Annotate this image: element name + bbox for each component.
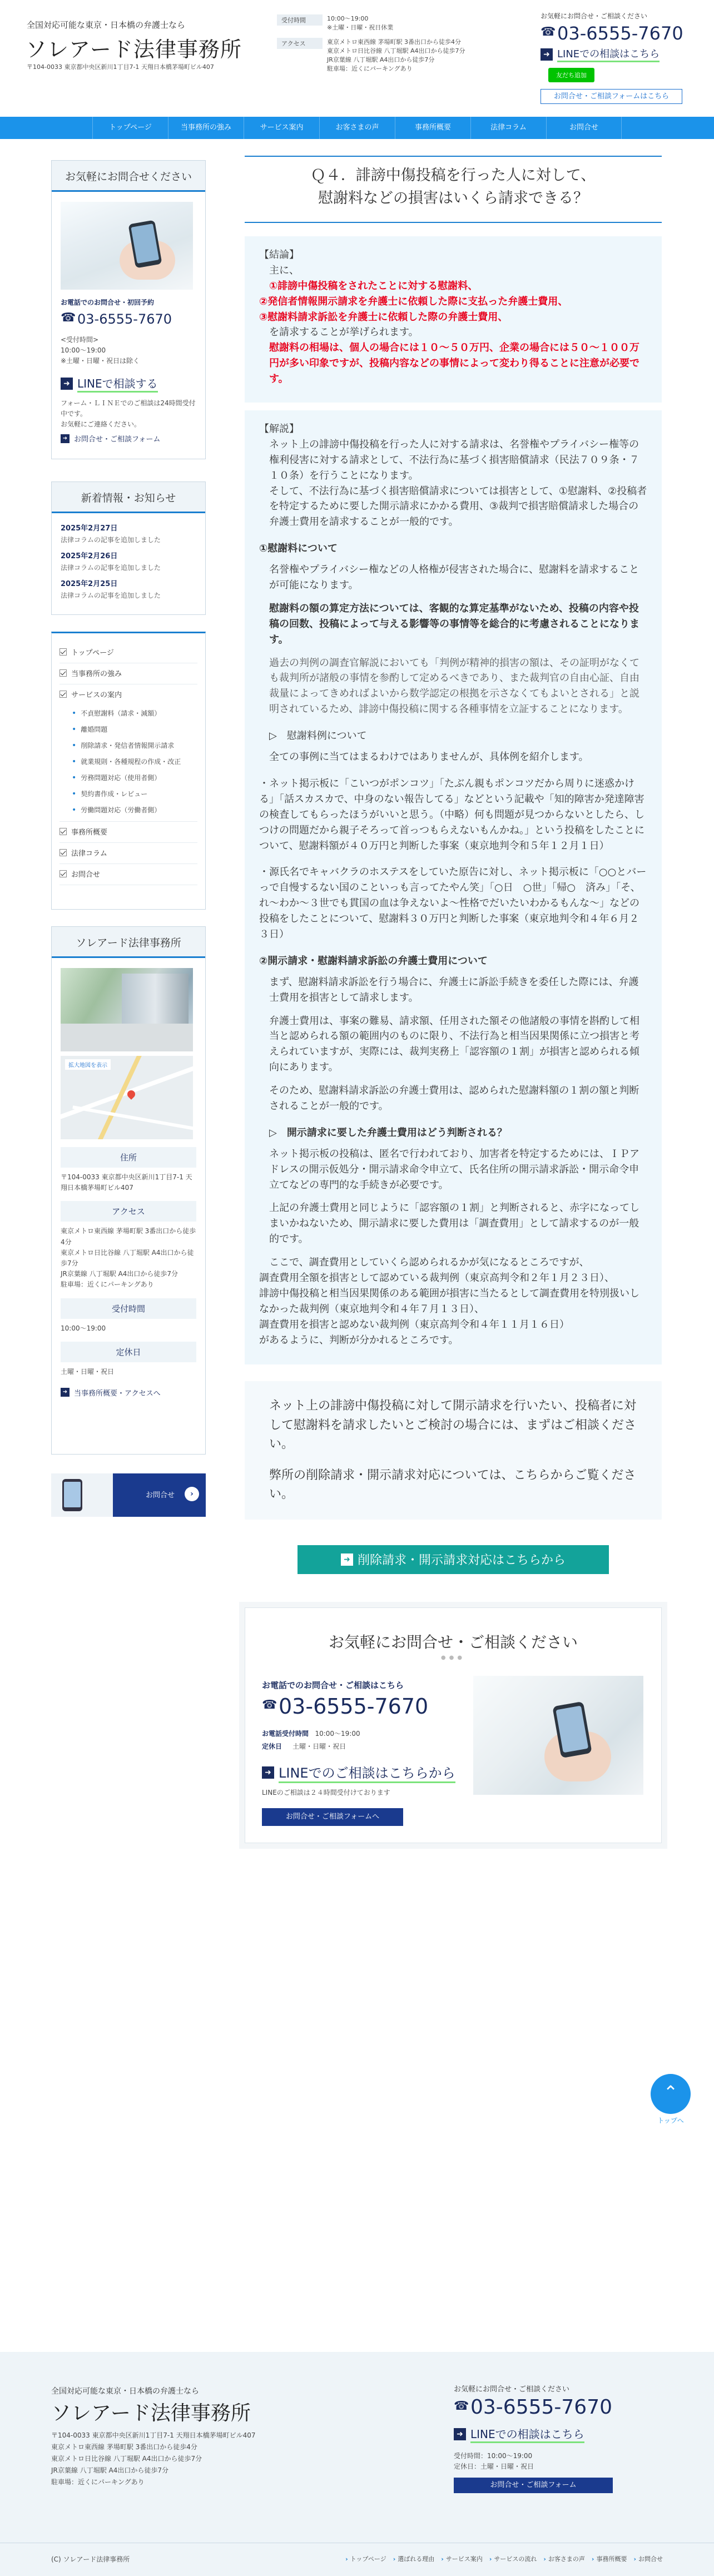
conclusion-outro: を請求することが挙げられます。: [269, 326, 419, 339]
sidebar-news-card: [51, 482, 206, 615]
sidebar-contact-banner[interactable]: [51, 1473, 206, 1517]
contact-card-holiday: [262, 1741, 462, 1751]
news-date: 2025年2月26日: [61, 552, 118, 560]
header-info-hours: [277, 14, 510, 32]
header-info-access: [277, 38, 510, 73]
check-icon: [60, 828, 67, 835]
footer-links: [339, 2554, 663, 2563]
sidebar-contact-body: [52, 290, 205, 451]
menu-item-column[interactable]: 法律コラム: [60, 843, 197, 864]
office-access-title: アクセス: [61, 1201, 196, 1222]
example-case: ・ネット掲示板に「こいつがポンコツ」「たぶん親もポンコツだから周りに迷惑かける」「話スカスカで、中身のない報告してる」などという記載や「知的障害か発達障害の検査してもらったほうがいいと思う。（中略）何も問題が見つからないとしたら、しつけの問題だから親子そろって首っつもらえないもんかね。」という投稿をしたことについて、慰謝料額が４０万円と判断した事案（東京地判令和５年１２月１日）: [259, 777, 644, 852]
main-content: [245, 156, 662, 1843]
news-date: 2025年2月27日: [61, 524, 118, 533]
sidebar-tel-lead: お電話でのお問合せ・初回予約: [61, 299, 155, 306]
back-to-top-button[interactable]: [651, 2074, 691, 2114]
page-title-line1: Ｑ４．誹謗中傷投稿を行った人に対して、: [310, 167, 596, 184]
phone-icon: [541, 27, 553, 39]
explanation-subheading: ▷ 開示請求に要した弁護士費用はどう判断される？: [269, 1126, 507, 1139]
phone-icon: [454, 2401, 466, 2414]
check-icon: [60, 849, 67, 856]
header-info-value: 東京メトロ東西線 茅場町駅 3番出口から徒歩4分 東京メトロ日比谷線 八丁堀駅 A4出口から徒歩7分 JR京葉線 八丁堀駅 A4出口から徒歩7分 駐車場：近くにパーキングあり: [327, 38, 465, 72]
header-line-label[interactable]: LINEでの相談はこちら: [557, 46, 660, 62]
nav-item-top[interactable]: トップページ: [92, 117, 168, 139]
menu-sub-item[interactable]: • 削除請求・発信者情報開示請求: [60, 737, 197, 753]
menu-item-contact[interactable]: お問合せ: [60, 864, 197, 885]
explanation-paragraph: まず、慰謝料請求訴訟を行う場合に、弁護士に訴訟手続きを委任した際には、弁護士費用を損害として請求します。: [269, 976, 639, 1004]
menu-item-strengths[interactable]: 当事務所の強み: [60, 663, 197, 684]
conclusion-item: ③慰謝料請求訴訟を弁護士に依頼した際の弁護士費用、: [259, 311, 508, 323]
arrow-right-icon: ➜: [61, 1388, 70, 1397]
menu-sub-item[interactable]: • 就業規則・各種規程の作成・改正: [60, 753, 197, 770]
conclusion-item: ①誹謗中傷投稿をされたことに対する慰謝料、: [269, 280, 478, 292]
contact-card-left: [262, 1679, 462, 1826]
office-address-title: 住所: [61, 1147, 196, 1168]
sidebar-line-button[interactable]: [61, 375, 196, 393]
menu-sub-item[interactable]: • 離婚問題: [60, 721, 197, 737]
explanation-subheading: ▷ 慰謝料例について: [269, 730, 367, 742]
footer-link[interactable]: › トップページ: [345, 2554, 386, 2563]
header-info-label: 受付時間: [277, 14, 323, 26]
footer-address: 〒104-0033 東京都中央区新川1丁目7-1 天翔日本橋茅場町ビル407 東京メトロ東西線 茅場町駅 3番出口から徒歩4分 東京メトロ日比谷線 八丁堀駅 A4出口から徒歩7分 JR京葉線 八丁堀駅 A4出口から徒歩7分 駐車場：近くにパーキングあり: [51, 2431, 256, 2486]
sidebar-news-title: 新着情報・お知らせ: [52, 482, 205, 513]
header-line-button[interactable]: [541, 46, 691, 62]
explanation-paragraph: 過去の判例の調査官解説においても「判例が精神的損害の額は、その証明がなくても裁判所が諸般の事情を参酌して定めるべきであり、また裁判官の自由心証、自由裁量によってきめればよいから数学認定の根拠を示さなくてもよいとされる」と説明されているため、誹謗中傷投稿に関する各種事情を立証することになります。: [269, 657, 639, 716]
sidebar-office-title: ソレアード法律事務所: [52, 927, 205, 958]
site-header: [0, 0, 714, 114]
check-icon: [60, 648, 67, 656]
office-overview-link[interactable]: [52, 1377, 205, 1407]
sidebar-office: [51, 926, 206, 1455]
footer-line-button[interactable]: [454, 2425, 632, 2443]
news-text[interactable]: 法律コラムの記事を追加しました: [61, 536, 161, 544]
explanation-paragraph: 慰謝料の額の算定方法については、客観的な算定基準がないため、投稿の内容や投稿の回数、投稿によって与える影響等の事情等を総合的に考慮されることになります。: [269, 602, 639, 646]
sidebar-line-label[interactable]: LINEで相談する: [77, 375, 158, 393]
sidebar-tel-number[interactable]: 03-6555-7670: [77, 311, 172, 327]
contact-card-title: お気軽にお問合せ・ご相談ください: [328, 1632, 578, 1651]
footer-subtitle: 全国対応可能な東京・日本橋の弁護士なら: [51, 2387, 199, 2396]
case-item: 調査費用を損害と認めない裁判例（東京高判令和４年１１月１６日）: [259, 1318, 569, 1331]
header-info: [277, 14, 510, 79]
header-form-button[interactable]: お問合せ・ご相談フォームはこちら: [541, 89, 682, 104]
header-info-label: アクセス: [277, 38, 323, 49]
phone-icon: [61, 313, 73, 325]
smartphone-photo: [61, 202, 193, 290]
explanation-paragraph: 弁護士費用は、事案の難易、請求額、任用された額その他諸般の事情を斟酌して相当と認められる額の範囲内のものに限り、不法行為と相当因果関係に立つ損害と考えられていますが、実際には、裁判実務上「認容額の１割」が損害と認められる傾向にあります。: [269, 1015, 639, 1074]
closing-box: [245, 1381, 662, 1519]
header-address: 〒104-0033 東京都中央区新川1丁目7-1 天翔日本橋茅場町ビル407: [27, 63, 214, 71]
footer-tel-number[interactable]: 03-6555-7670: [470, 2396, 613, 2419]
menu-sub-item[interactable]: • 不貞慰謝料（請求・減額）: [60, 705, 197, 721]
explanation-paragraph: そして、不法行為に基づく損害賠償請求については損害として、①慰謝料、②投稿者を特定するために要した開示請求にかかる費用、③裁判で損害賠償請求した場合の弁護士費用を請求することが一般的です。: [269, 485, 647, 528]
header-tel[interactable]: [541, 23, 691, 44]
office-holiday: 土曜・日曜・祝日: [61, 1367, 115, 1376]
sidebar-menu-card: [51, 632, 206, 910]
global-nav: [0, 117, 714, 139]
sidebar-menu: [51, 632, 206, 910]
office-access: 東京メトロ東西線 茅場町駅 3番出口から徒歩4分 東京メトロ日比谷線 八丁堀駅 A4出口から徒歩7分 JR京葉線 八丁堀駅 A4出口から徒歩7分 駐車場：近くにパーキングあり: [61, 1227, 196, 1289]
footer-link[interactable]: › 事務所概要: [592, 2554, 627, 2563]
footer-bar: [0, 2543, 714, 2576]
news-text[interactable]: 法律コラムの記事を追加しました: [61, 564, 161, 572]
header-info-value: 10:00〜19:00 ※土曜・日曜・祝日休業: [327, 15, 394, 31]
case-item: 調査費用全額を損害として認めている裁判例（東京高判令和２年１月２３日）、: [259, 1272, 614, 1284]
contact-card-hours: [262, 1729, 462, 1738]
sidebar-form-link[interactable]: [61, 433, 196, 444]
menu-sub-item[interactable]: • 労務問題対応（使用者側）: [60, 770, 197, 786]
contact-card-tel-number[interactable]: 03-6555-7670: [279, 1694, 429, 1719]
smartphone-photo: [473, 1676, 643, 1795]
line-add-friend-button[interactable]: 友だち追加: [548, 68, 594, 82]
contact-card-tel[interactable]: [262, 1694, 462, 1719]
explanation-paragraph: 名誉権やプライバシー権などの人格権が侵害された場合に、慰謝料を請求することが可能になります。: [269, 564, 639, 592]
footer-hours: 受付時間：10:00〜19:00 定休日：土曜・日曜・祝日: [454, 2452, 534, 2471]
page-title: [245, 156, 662, 223]
nav-item-services[interactable]: サービス案内: [244, 117, 319, 139]
menu-item-office[interactable]: 事務所概要: [60, 822, 197, 843]
sidebar-contact-card: [51, 160, 206, 459]
office-address: 〒104-0033 東京都中央区新川1丁目7-1 天翔日本橋茅場町ビル407: [61, 1173, 192, 1192]
check-icon: [60, 669, 67, 677]
phone-icon: [262, 1700, 274, 1713]
page-title-line2: 慰謝料などの損害はいくら請求できる？: [318, 189, 588, 207]
arrow-right-icon: ➜: [341, 1553, 353, 1566]
sidebar-office-card: [51, 926, 206, 1455]
sidebar-contact: [51, 160, 206, 459]
footer-link[interactable]: › お問合せ: [633, 2554, 663, 2563]
menu-sub-item[interactable]: • 労働問題対応（労働者側）: [60, 802, 197, 822]
contact-card-lead: お電話でのお問合せ・ご相談はこちら: [262, 1680, 404, 1690]
footer-link[interactable]: › 選ばれる理由: [393, 2554, 435, 2563]
office-hours-title: 受付時間: [61, 1298, 196, 1319]
explanation-paragraph: ネット上の誹謗中傷投稿を行った人に対する請求は、名誉権やプライバシー権等の権利侵害に対する請求として、不法行為に基づく損害賠償請求（民法７０９条・７１０条）を行うことになります。: [269, 438, 639, 482]
explanation-heading: ①慰謝料について: [259, 543, 338, 555]
explanation-paragraph: そのため、慰謝料請求訴訟の弁護士費用は、認められた慰謝料額の１割の額と判断されることが一般的です。: [269, 1085, 639, 1112]
arrow-right-icon: ➜: [454, 2428, 466, 2440]
back-to-top-label[interactable]: トップへ: [657, 2117, 684, 2125]
smartphone-icon: [62, 1479, 82, 1511]
closing-paragraph: 弊所の削除請求・開示請求対応については、こちらからご覧ください。: [269, 1468, 636, 1501]
chevron-right-icon: ›: [185, 1487, 199, 1501]
contact-card-form-button[interactable]: お問合せ・ご相談フォームへ: [262, 1808, 403, 1826]
header-tel-number[interactable]: 03-6555-7670: [557, 23, 683, 44]
arrow-right-icon: ➜: [61, 378, 73, 390]
site-logo-title[interactable]: ソレアード法律事務所: [26, 37, 242, 62]
conclusion-box: [245, 236, 662, 403]
footer-contact: [454, 2383, 632, 2493]
footer-form-button[interactable]: お問合せ・ご相談フォーム: [454, 2478, 613, 2493]
explanation-box: [245, 410, 662, 1364]
chevron-up-icon: ⌃: [663, 2082, 678, 2103]
conclusion-item: ②発信者情報開示請求を弁護士に依頼した際に支払った弁護士費用、: [259, 295, 568, 307]
explanation-label: 【解説】: [259, 423, 299, 435]
sidebar-hours: <受付時間> 10:00〜19:00 ※土曜・日曜・祝日は除く: [61, 336, 140, 365]
office-building-photo: [61, 968, 193, 1051]
contact-card: [245, 1607, 662, 1843]
footer-tel[interactable]: [454, 2396, 632, 2419]
contact-card-line-note: LINEのご相談は２４時間受付けております: [262, 1788, 390, 1796]
contact-card-holiday-label: 定休日: [262, 1742, 282, 1750]
menu-sub-item[interactable]: • 契約書作成・レビュー: [60, 786, 197, 802]
contact-card-hours-value: 10:00〜19:00: [315, 1729, 360, 1738]
sidebar-menu-list: [52, 633, 205, 894]
explanation-paragraph: があるように、判断が分かれるところです。: [259, 1334, 459, 1346]
office-holiday-title: 定休日: [61, 1342, 196, 1362]
nav-item-office[interactable]: 事務所概要: [395, 117, 470, 139]
conclusion-intro: 主に、: [269, 264, 299, 276]
office-hours: 10:00〜19:00: [61, 1324, 106, 1332]
contact-card-line-label[interactable]: LINEでのご相談はこちらから: [279, 1762, 455, 1783]
header-contact-lead: お気軽にお問合せ・ご相談ください: [541, 12, 648, 20]
footer-logo-title[interactable]: ソレアード法律事務所: [51, 2402, 251, 2425]
contact-card-line-button[interactable]: [262, 1762, 462, 1783]
case-item: 誹謗中傷投稿と相当因果関係のある範囲が損害に当たるとして調査費用を特別扱いしなかった裁判例（東京地判令和４年７月１３日）、: [259, 1287, 639, 1315]
delete-request-button[interactable]: [298, 1545, 609, 1574]
nav-item-column[interactable]: 法律コラム: [470, 117, 546, 139]
contact-card-holiday-value: 土曜・日曜・祝日: [292, 1742, 346, 1750]
sidebar-form-label[interactable]: お問合せ・ご相談フォーム: [74, 435, 161, 444]
header-contact: [541, 11, 691, 104]
footer-link[interactable]: › サービス案内: [441, 2554, 483, 2563]
example-case: ・源氏名でキャバクラのホステスをしていた原告に対し、ネット掲示板に「○○とバーっで自慢するない国のこといっも言ってたやん笑」「○日 ○世」「帰○ 済み」「そ、れ〜わか〜３世でも貫国の血は争えないよ〜性格でだいたいわかるもんな〜」などの投稿をしたことについて、慰謝料３０万円と判断した事案（東京地判令和４年６月２３日）: [259, 866, 647, 940]
check-icon: [60, 870, 67, 877]
nav-item-contact[interactable]: お問合せ: [546, 117, 622, 139]
banner-label[interactable]: お問合せ: [146, 1491, 175, 1500]
map-enlarge-link[interactable]: 拡大地図を表示: [65, 1059, 111, 1070]
footer-link[interactable]: › お客さまの声: [543, 2554, 585, 2563]
menu-item-services[interactable]: サービスの案内: [60, 684, 197, 705]
site-footer: [0, 2352, 714, 2576]
footer-line-label[interactable]: LINEでの相談はこちら: [470, 2425, 584, 2443]
header-subtitle: 全国対応可能な東京・日本橋の弁護士なら: [27, 20, 186, 30]
check-icon: [60, 691, 67, 698]
divider-dots: ●●●: [440, 1654, 466, 1661]
footer-contact-lead: お気軽にお問合せ・ご相談ください: [454, 2385, 570, 2394]
explanation-paragraph: ネット掲示板の投稿は、匿名で行われており、加害者を特定するためには、ＩＰアドレスの開示仮処分・開示請求命令申立て、氏名住所の開示請求訴訟・開示命令申立てなどの専門的な手続きが必要です。: [269, 1148, 639, 1191]
office-map[interactable]: [61, 1056, 193, 1139]
news-text[interactable]: 法律コラムの記事を追加しました: [61, 592, 161, 599]
nav-item-voices[interactable]: お客さまの声: [319, 117, 395, 139]
news-list: [52, 513, 205, 609]
explanation-paragraph: 全ての事例に当てはまるわけではありませんが、具体例を紹介します。: [269, 751, 589, 763]
delete-request-label[interactable]: 削除請求・開示請求対応はこちらから: [357, 1553, 566, 1568]
conclusion-label: 【結論】: [259, 249, 299, 261]
footer-link[interactable]: › サービスの流れ: [489, 2554, 537, 2563]
news-date: 2025年2月25日: [61, 580, 118, 588]
conclusion-note: 慰謝料の相場は、個人の場合には１０〜５０万円、企業の場合には５０〜１００万円が多い印象ですが、投稿内容などの事情によって変わり得ることに注意が必要です。: [269, 342, 639, 385]
sidebar-line-note: フォーム・ＬＩＮＥでのご相談は24時間受付中です。 お気軽にご連絡ください。: [61, 399, 196, 428]
arrow-right-icon: ➜: [541, 48, 553, 61]
arrow-right-icon: ➜: [262, 1766, 274, 1779]
closing-paragraph: ネット上の誹謗中傷投稿に対して開示請求を行いたい、投稿者に対して慰謝料を請求したいとご検討の場合には、まずはご相談ください。: [269, 1399, 637, 1451]
copyright: (C) ソレアード法律事務所: [51, 2555, 130, 2563]
menu-item-top[interactable]: トップページ: [60, 642, 197, 663]
explanation-paragraph: 上記の弁護士費用と同じように「認容額の１割」と判断されると、赤字になってしまいかねないため、開示請求に要した費用は「調査費用」として請求するのが一般的です。: [269, 1202, 639, 1245]
explanation-paragraph: ここで、調査費用としていくら認められるかが気になるところですが、: [269, 1257, 589, 1269]
nav-item-strengths[interactable]: 当事務所の強み: [168, 117, 244, 139]
explanation-heading: ②開示請求・慰謝料請求訴訟の弁護士費用について: [259, 955, 488, 967]
office-overview-label[interactable]: 当事務所概要・アクセスへ: [74, 1389, 161, 1398]
sidebar-contact-title: お気軽にお問合せください: [52, 161, 205, 192]
contact-card-hours-label: お電話受付時間: [262, 1729, 309, 1738]
arrow-right-icon: ➜: [61, 434, 70, 443]
sidebar-news: [51, 482, 206, 615]
sidebar-tel[interactable]: [61, 311, 196, 327]
